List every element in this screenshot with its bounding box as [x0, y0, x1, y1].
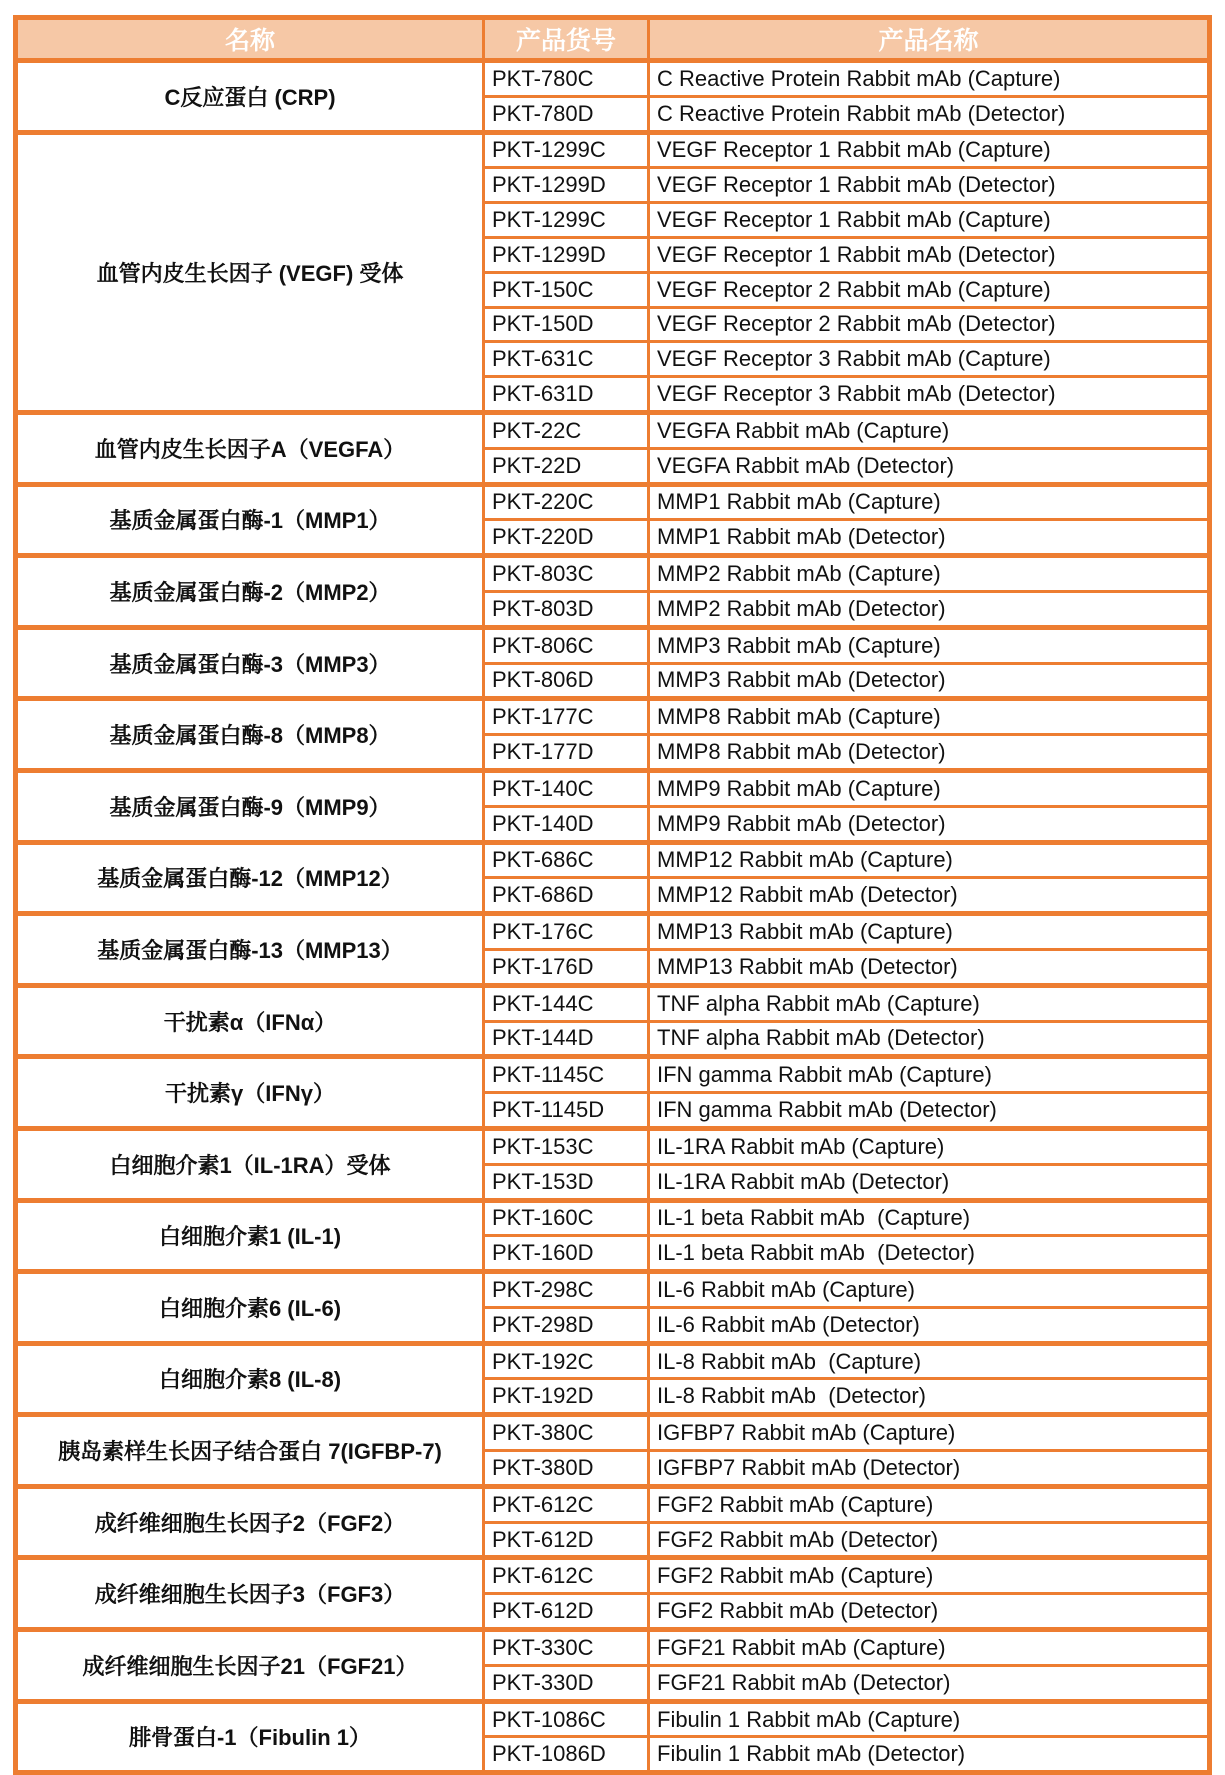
product-code-cell: PKT-330D — [484, 1665, 649, 1701]
product-code-cell: PKT-1145D — [484, 1093, 649, 1129]
product-name-cell: VEGF Receptor 1 Rabbit mAb (Capture) — [649, 203, 1210, 238]
product-code-cell: PKT-144D — [484, 1021, 649, 1057]
group-name-cell: 干扰素α（IFNα） — [16, 985, 484, 1057]
product-code-cell: PKT-298D — [484, 1307, 649, 1343]
product-name-cell: TNF alpha Rabbit mAb (Detector) — [649, 1021, 1210, 1057]
product-row — [16, 484, 1210, 520]
group-name-cell: 白细胞介素1（IL-1RA）受体 — [16, 1128, 484, 1200]
product-code-cell: PKT-1145C — [484, 1057, 649, 1093]
group-name-cell: 成纤维细胞生长因子21（FGF21） — [16, 1630, 484, 1702]
product-code-cell: PKT-330C — [484, 1630, 649, 1666]
product-name-cell: MMP8 Rabbit mAb (Capture) — [649, 699, 1210, 735]
group-name-cell: 基质金属蛋白酶-3（MMP3） — [16, 627, 484, 699]
product-name-cell: MMP2 Rabbit mAb (Capture) — [649, 556, 1210, 592]
product-code-cell: PKT-192C — [484, 1343, 649, 1379]
product-row — [16, 1701, 1210, 1737]
product-code-cell: PKT-22D — [484, 448, 649, 484]
product-code-cell: PKT-144C — [484, 985, 649, 1021]
product-code-cell: PKT-176D — [484, 949, 649, 985]
product-name-cell: VEGFA Rabbit mAb (Capture) — [649, 412, 1210, 448]
product-row — [16, 1057, 1210, 1093]
product-name-cell: VEGF Receptor 3 Rabbit mAb (Detector) — [649, 377, 1210, 413]
product-name-cell: IL-8 Rabbit mAb (Capture) — [649, 1343, 1210, 1379]
product-name-cell: TNF alpha Rabbit mAb (Capture) — [649, 985, 1210, 1021]
product-code-cell: PKT-1299C — [484, 203, 649, 238]
product-name-cell: FGF2 Rabbit mAb (Detector) — [649, 1594, 1210, 1630]
product-name-cell: MMP2 Rabbit mAb (Detector) — [649, 591, 1210, 627]
column-header-code: 产品货号 — [484, 18, 649, 61]
product-name-cell: IFN gamma Rabbit mAb (Capture) — [649, 1057, 1210, 1093]
product-code-cell: PKT-177C — [484, 699, 649, 735]
group-name-cell: 干扰素γ（IFNγ） — [16, 1057, 484, 1129]
product-row — [16, 699, 1210, 735]
product-code-cell: PKT-176C — [484, 914, 649, 950]
group-name-cell: 白细胞介素8 (IL-8) — [16, 1343, 484, 1415]
product-name-cell: VEGF Receptor 1 Rabbit mAb (Detector) — [649, 168, 1210, 203]
product-code-cell: PKT-160D — [484, 1236, 649, 1272]
product-row — [16, 1272, 1210, 1308]
product-name-cell: VEGF Receptor 2 Rabbit mAb (Capture) — [649, 272, 1210, 307]
product-code-cell: PKT-612D — [484, 1594, 649, 1630]
product-code-cell: PKT-1086C — [484, 1701, 649, 1737]
product-row — [16, 627, 1210, 663]
header-row — [16, 18, 1210, 61]
group-name-cell: 基质金属蛋白酶-2（MMP2） — [16, 556, 484, 628]
product-code-cell: PKT-1299D — [484, 237, 649, 272]
product-row — [16, 1486, 1210, 1522]
product-name-cell: C Reactive Protein Rabbit mAb (Capture) — [649, 61, 1210, 97]
product-code-cell: PKT-220C — [484, 484, 649, 520]
product-code-cell: PKT-192D — [484, 1379, 649, 1415]
product-name-cell: IL-8 Rabbit mAb (Detector) — [649, 1379, 1210, 1415]
product-name-cell: FGF2 Rabbit mAb (Capture) — [649, 1558, 1210, 1594]
product-code-cell: PKT-153D — [484, 1164, 649, 1200]
product-code-cell: PKT-1299C — [484, 132, 649, 168]
product-code-cell: PKT-631D — [484, 377, 649, 413]
product-name-cell: IL-6 Rabbit mAb (Capture) — [649, 1272, 1210, 1308]
product-row — [16, 61, 1210, 97]
group-name-cell: 血管内皮生长因子A（VEGFA） — [16, 412, 484, 484]
product-code-cell: PKT-686C — [484, 842, 649, 878]
product-row — [16, 1343, 1210, 1379]
product-row — [16, 770, 1210, 806]
product-name-cell: C Reactive Protein Rabbit mAb (Detector) — [649, 96, 1210, 132]
product-name-cell: MMP1 Rabbit mAb (Detector) — [649, 520, 1210, 556]
product-code-cell: PKT-612C — [484, 1558, 649, 1594]
product-code-cell: PKT-806C — [484, 627, 649, 663]
product-name-cell: MMP13 Rabbit mAb (Detector) — [649, 949, 1210, 985]
product-code-cell: PKT-150D — [484, 307, 649, 342]
product-code-cell: PKT-380C — [484, 1415, 649, 1451]
product-code-cell: PKT-631C — [484, 342, 649, 377]
group-name-cell: 胰岛素样生长因子结合蛋白 7(IGFBP-7) — [16, 1415, 484, 1487]
group-name-cell: 白细胞介素6 (IL-6) — [16, 1272, 484, 1344]
product-name-cell: VEGF Receptor 3 Rabbit mAb (Capture) — [649, 342, 1210, 377]
product-code-cell: PKT-806D — [484, 663, 649, 699]
product-name-cell: Fibulin 1 Rabbit mAb (Detector) — [649, 1737, 1210, 1773]
product-name-cell: IL-1RA Rabbit mAb (Detector) — [649, 1164, 1210, 1200]
product-name-cell: VEGF Receptor 1 Rabbit mAb (Capture) — [649, 132, 1210, 168]
product-code-cell: PKT-1299D — [484, 168, 649, 203]
group-name-cell: 基质金属蛋白酶-9（MMP9） — [16, 770, 484, 842]
product-name-cell: FGF2 Rabbit mAb (Detector) — [649, 1522, 1210, 1558]
product-name-cell: VEGF Receptor 2 Rabbit mAb (Detector) — [649, 307, 1210, 342]
product-code-cell: PKT-780C — [484, 61, 649, 97]
product-code-cell: PKT-612C — [484, 1486, 649, 1522]
product-name-cell: MMP9 Rabbit mAb (Capture) — [649, 770, 1210, 806]
product-code-cell: PKT-153C — [484, 1128, 649, 1164]
product-code-cell: PKT-140D — [484, 806, 649, 842]
product-name-cell: IGFBP7 Rabbit mAb (Capture) — [649, 1415, 1210, 1451]
product-name-cell: Fibulin 1 Rabbit mAb (Capture) — [649, 1701, 1210, 1737]
product-code-cell: PKT-160C — [484, 1200, 649, 1236]
product-code-cell: PKT-803D — [484, 591, 649, 627]
product-name-cell: IL-1 beta Rabbit mAb (Capture) — [649, 1200, 1210, 1236]
product-name-cell: VEGF Receptor 1 Rabbit mAb (Detector) — [649, 237, 1210, 272]
product-row — [16, 1128, 1210, 1164]
group-name-cell: 血管内皮生长因子 (VEGF) 受体 — [16, 132, 484, 412]
product-row — [16, 985, 1210, 1021]
group-name-cell: 基质金属蛋白酶-8（MMP8） — [16, 699, 484, 771]
product-name-cell: IL-6 Rabbit mAb (Detector) — [649, 1307, 1210, 1343]
product-name-cell: MMP12 Rabbit mAb (Capture) — [649, 842, 1210, 878]
product-name-cell: MMP1 Rabbit mAb (Capture) — [649, 484, 1210, 520]
product-row — [16, 1200, 1210, 1236]
product-code-cell: PKT-612D — [484, 1522, 649, 1558]
product-name-cell: IL-1 beta Rabbit mAb (Detector) — [649, 1236, 1210, 1272]
product-code-cell: PKT-1086D — [484, 1737, 649, 1773]
product-name-cell: MMP13 Rabbit mAb (Capture) — [649, 914, 1210, 950]
product-code-cell: PKT-177D — [484, 735, 649, 771]
group-name-cell: 白细胞介素1 (IL-1) — [16, 1200, 484, 1272]
catalog-page — [13, 15, 1212, 1775]
product-name-cell: MMP3 Rabbit mAb (Detector) — [649, 663, 1210, 699]
product-row — [16, 842, 1210, 878]
product-table — [13, 15, 1212, 1775]
product-code-cell: PKT-686D — [484, 878, 649, 914]
product-code-cell: PKT-220D — [484, 520, 649, 556]
product-name-cell: IFN gamma Rabbit mAb (Detector) — [649, 1093, 1210, 1129]
product-code-cell: PKT-150C — [484, 272, 649, 307]
group-name-cell: 腓骨蛋白-1（Fibulin 1） — [16, 1701, 484, 1773]
group-name-cell: 成纤维细胞生长因子3（FGF3） — [16, 1558, 484, 1630]
product-row — [16, 1630, 1210, 1666]
product-row — [16, 556, 1210, 592]
group-name-cell: C反应蛋白 (CRP) — [16, 61, 484, 133]
product-code-cell: PKT-140C — [484, 770, 649, 806]
product-name-cell: VEGFA Rabbit mAb (Detector) — [649, 448, 1210, 484]
product-name-cell: IL-1RA Rabbit mAb (Capture) — [649, 1128, 1210, 1164]
column-header-name: 名称 — [16, 18, 484, 61]
product-name-cell: MMP12 Rabbit mAb (Detector) — [649, 878, 1210, 914]
product-code-cell: PKT-780D — [484, 96, 649, 132]
group-name-cell: 基质金属蛋白酶-12（MMP12） — [16, 842, 484, 914]
product-name-cell: FGF2 Rabbit mAb (Capture) — [649, 1486, 1210, 1522]
product-name-cell: MMP8 Rabbit mAb (Detector) — [649, 735, 1210, 771]
product-code-cell: PKT-803C — [484, 556, 649, 592]
group-name-cell: 成纤维细胞生长因子2（FGF2） — [16, 1486, 484, 1558]
group-name-cell: 基质金属蛋白酶-13（MMP13） — [16, 914, 484, 986]
product-code-cell: PKT-22C — [484, 412, 649, 448]
product-name-cell: MMP3 Rabbit mAb (Capture) — [649, 627, 1210, 663]
product-code-cell: PKT-298C — [484, 1272, 649, 1308]
product-name-cell: IGFBP7 Rabbit mAb (Detector) — [649, 1451, 1210, 1487]
product-name-cell: FGF21 Rabbit mAb (Detector) — [649, 1665, 1210, 1701]
product-row — [16, 914, 1210, 950]
product-code-cell: PKT-380D — [484, 1451, 649, 1487]
column-header-product: 产品名称 — [649, 18, 1210, 61]
product-name-cell: MMP9 Rabbit mAb (Detector) — [649, 806, 1210, 842]
product-row — [16, 132, 1210, 168]
product-name-cell: FGF21 Rabbit mAb (Capture) — [649, 1630, 1210, 1666]
product-row — [16, 412, 1210, 448]
group-name-cell: 基质金属蛋白酶-1（MMP1） — [16, 484, 484, 556]
product-row — [16, 1415, 1210, 1451]
product-row — [16, 1558, 1210, 1594]
